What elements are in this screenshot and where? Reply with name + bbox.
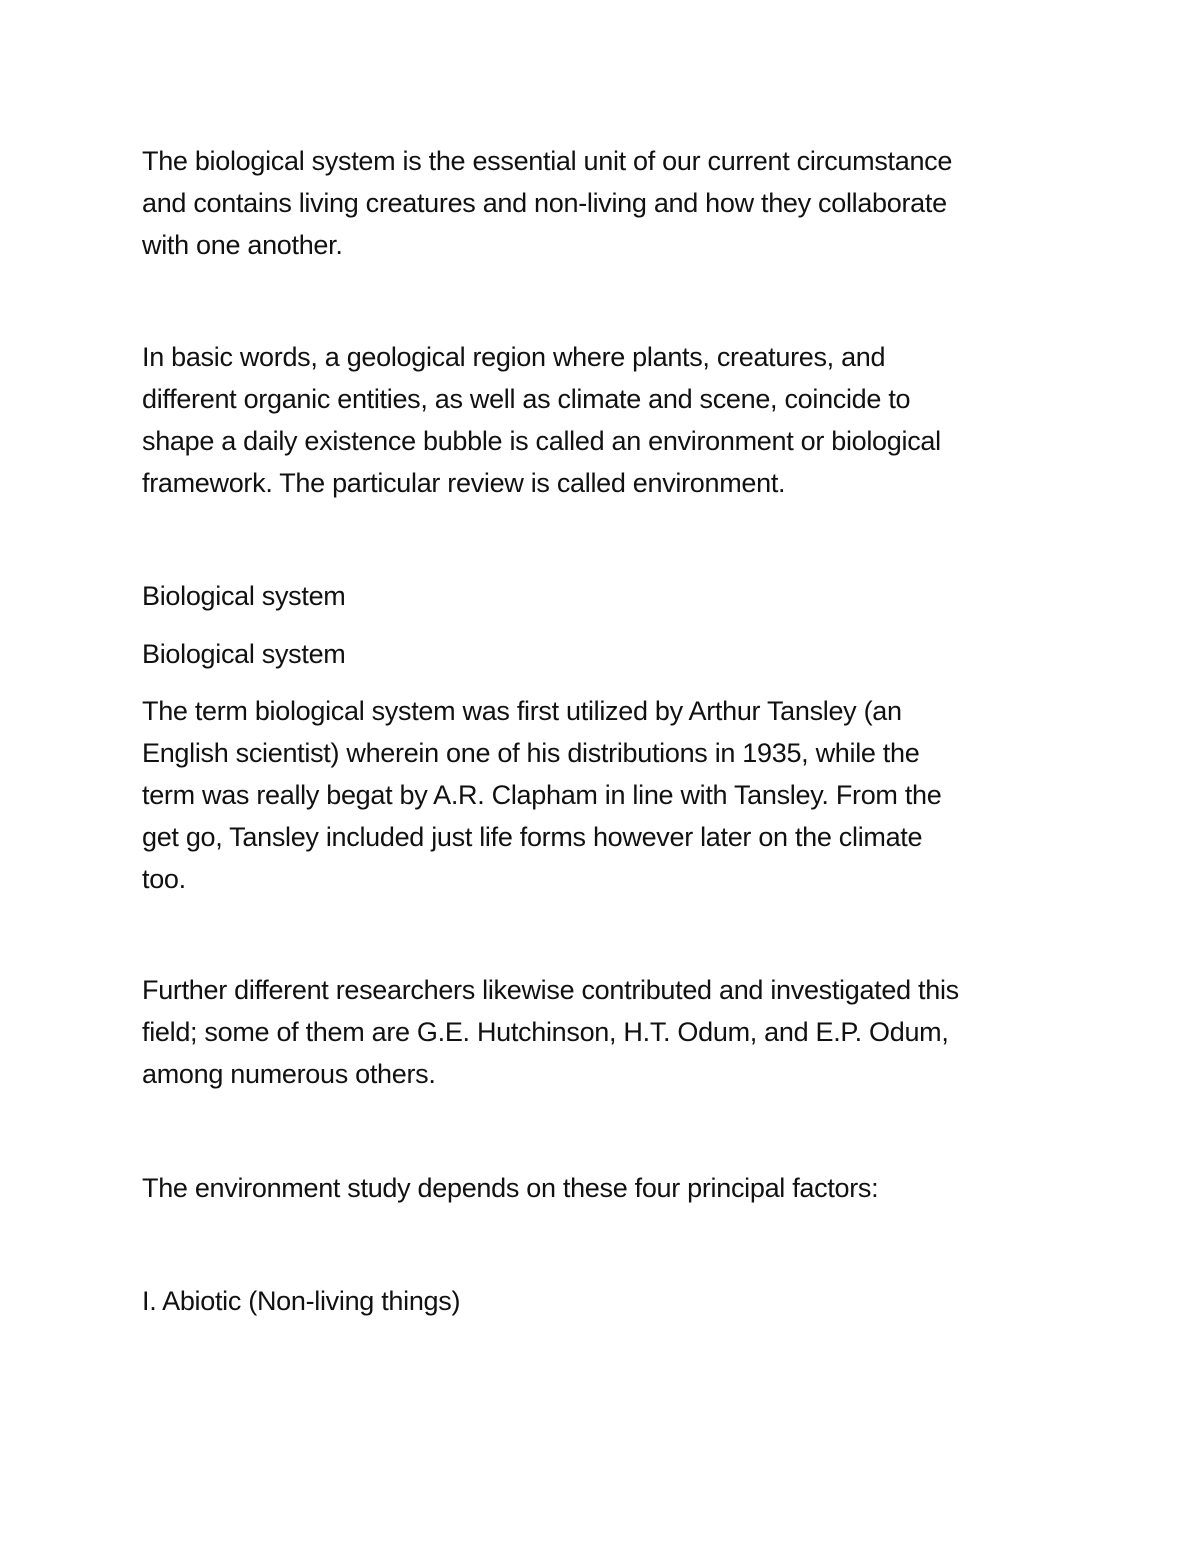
- text-line: field; some of them are G.E. Hutchinson, H.T. Odum, and E.P. Odum,: [142, 1017, 949, 1047]
- text-line: The biological system is the essential unit of our current circumstance: [142, 146, 953, 176]
- text-line: among numerous others.: [142, 1059, 436, 1089]
- text-line: Further different researchers likewise contributed and investigated this: [142, 975, 959, 1005]
- heading-text: Biological system: [142, 581, 346, 611]
- paragraph-four-factors: [142, 1167, 1072, 1209]
- text-line: with one another.: [142, 230, 343, 260]
- paragraph-intro: [142, 140, 1072, 266]
- text-line: I. Abiotic (Non-living things): [142, 1286, 461, 1316]
- heading-biological-system-2: [142, 633, 1072, 675]
- text-line: The term biological system was first utilized by Arthur Tansley (an: [142, 696, 902, 726]
- paragraph-basic-words: [142, 336, 1072, 504]
- text-line: get go, Tansley included just life forms however later on the climate: [142, 822, 923, 852]
- text-line: too.: [142, 864, 186, 894]
- text-line: and contains living creatures and non-living and how they collaborate: [142, 188, 947, 218]
- text-line: term was really begat by A.R. Clapham in line with Tansley. From the: [142, 780, 942, 810]
- text-line: framework. The particular review is called environment.: [142, 468, 786, 498]
- heading-biological-system-1: [142, 575, 1072, 617]
- text-line: English scientist) wherein one of his distributions in 1935, while the: [142, 738, 920, 768]
- list-item-abiotic: [142, 1280, 1072, 1322]
- text-line: shape a daily existence bubble is called an environment or biological: [142, 426, 941, 456]
- heading-text: Biological system: [142, 639, 346, 669]
- text-line: different organic entities, as well as climate and scene, coincide to: [142, 384, 911, 414]
- text-line: The environment study depends on these four principal factors:: [142, 1173, 879, 1203]
- paragraph-tansley: [142, 690, 1072, 900]
- text-line: In basic words, a geological region where plants, creatures, and: [142, 342, 886, 372]
- paragraph-researchers: [142, 969, 1072, 1095]
